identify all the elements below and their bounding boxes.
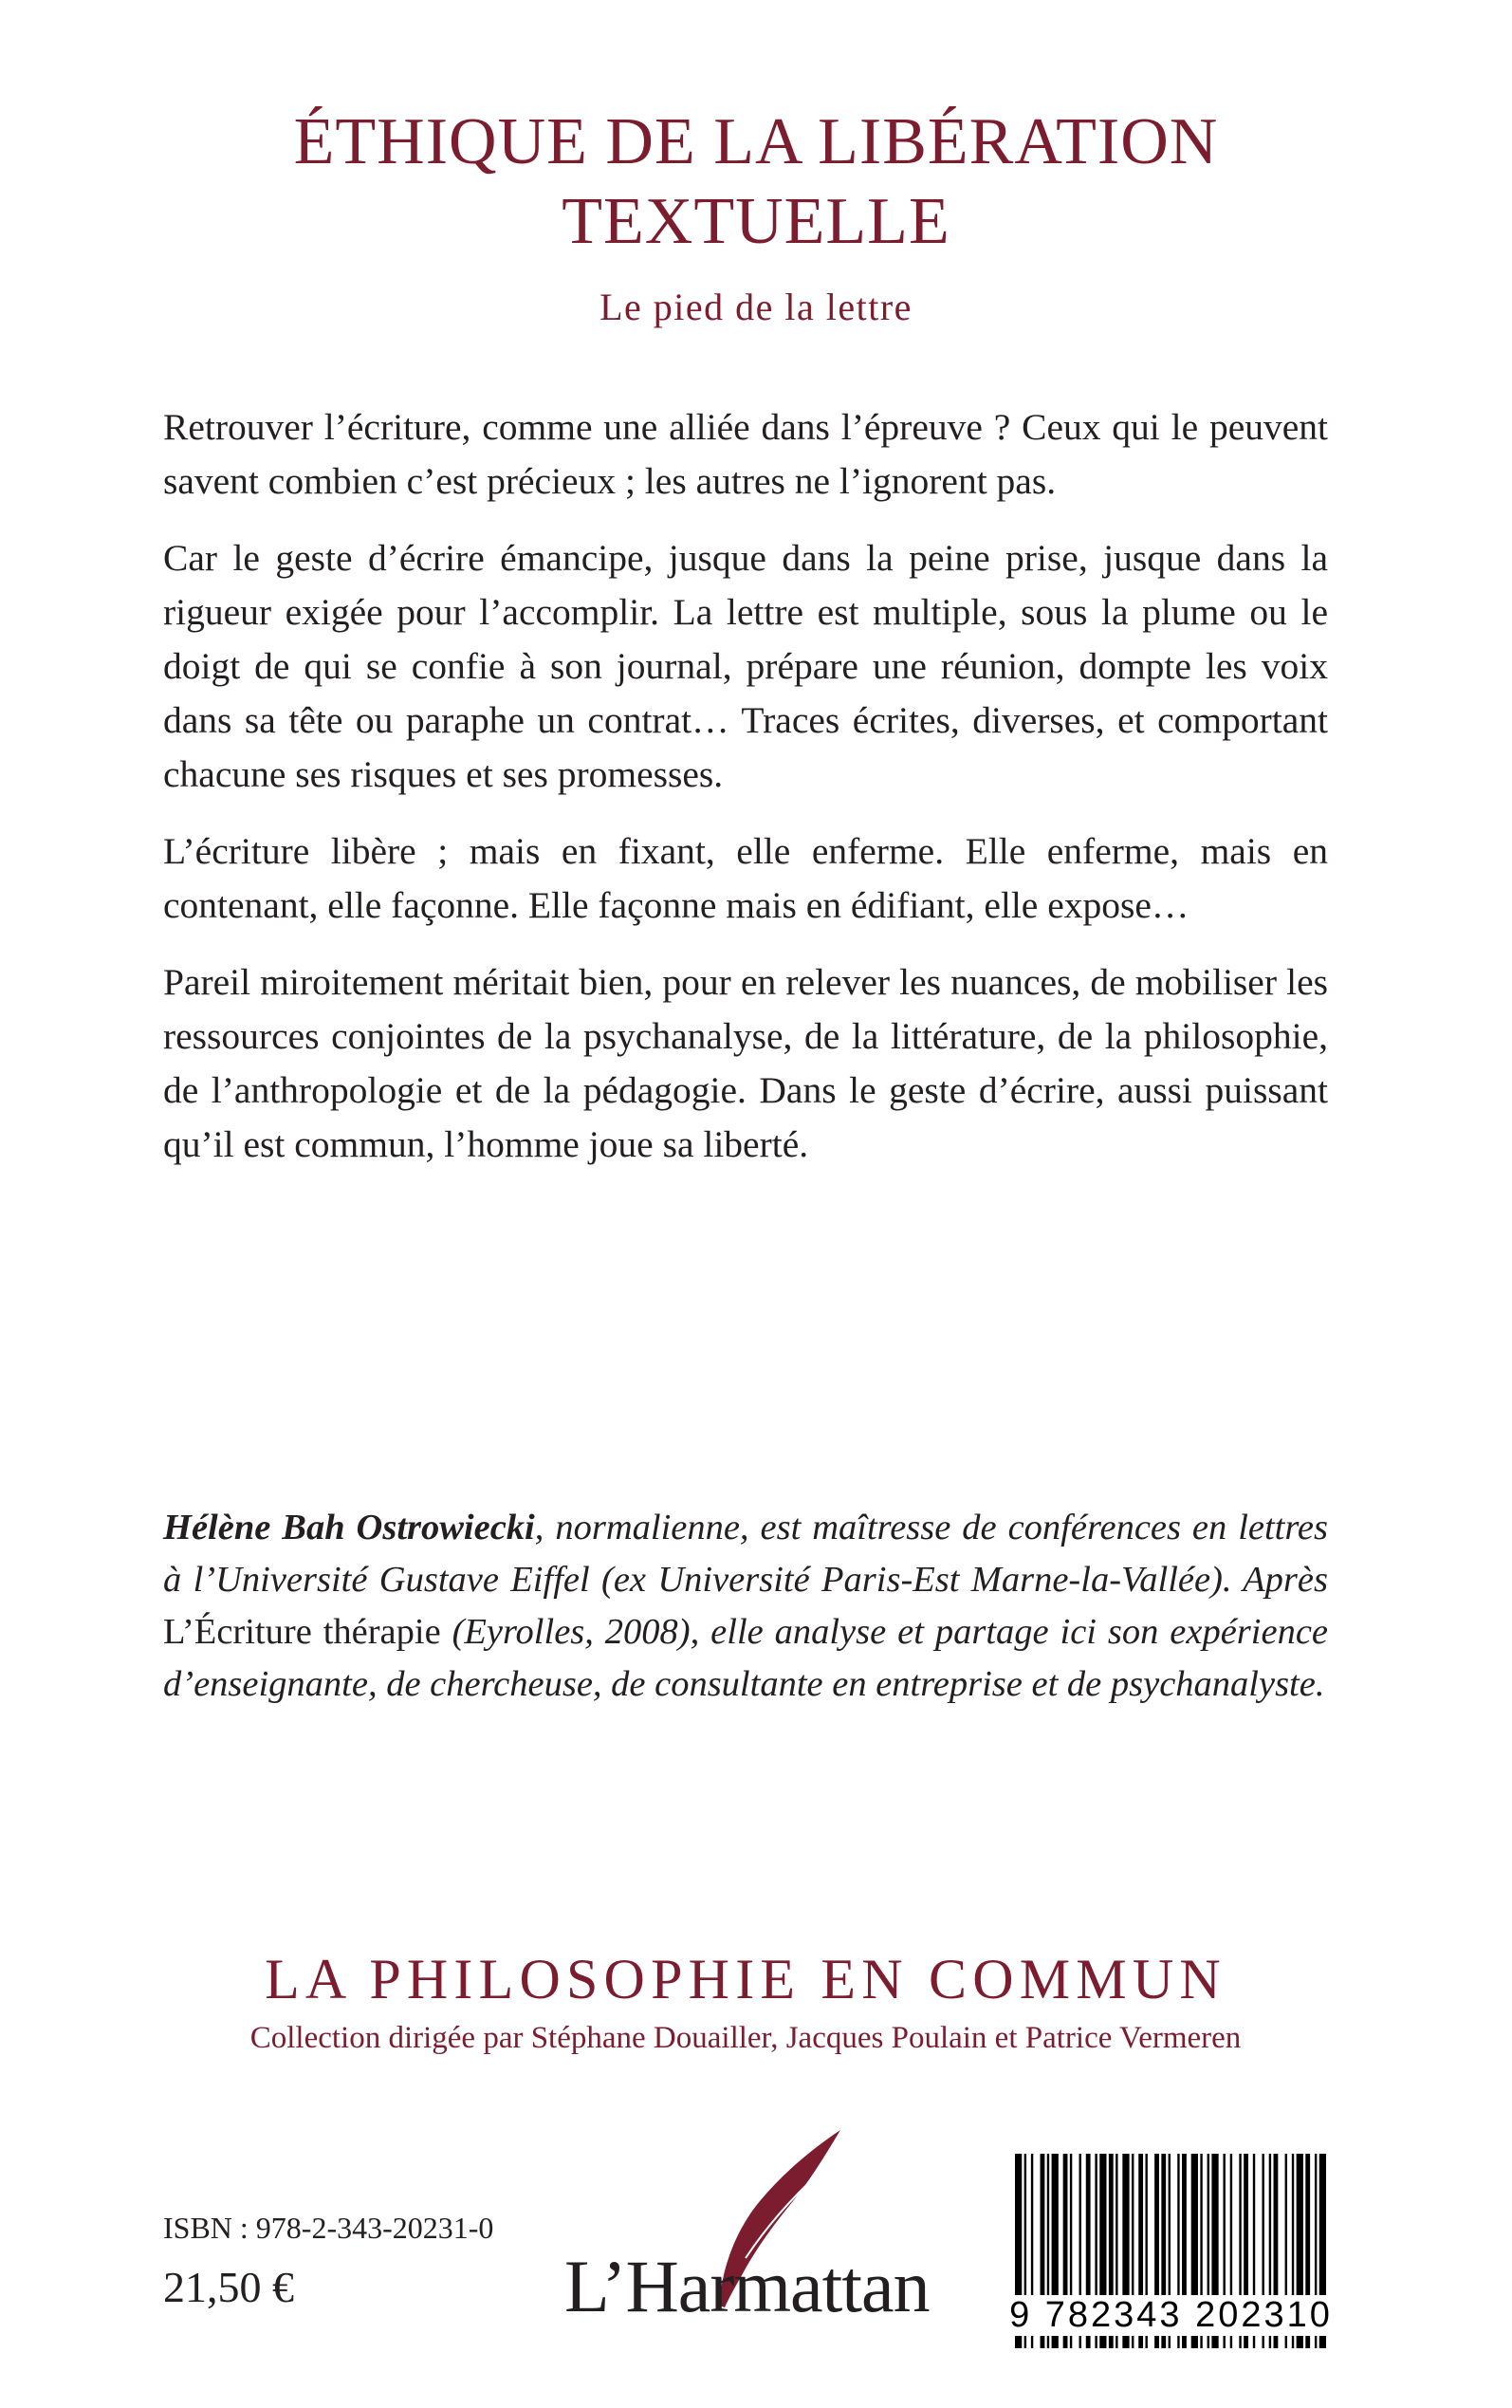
publisher-name: L’Harmattan [564, 2245, 930, 2327]
bio-text-1: , normalienne, est maîtresse de conférences en lettres à l’Université Gustave Eiffel (ex Université Paris-Est Marne-la-Vallée). Après [163, 1508, 1329, 1600]
collection-name: LA PHILOSOPHIE EN COMMUN [265, 1948, 1226, 2010]
author-name: Hélène Bah Ostrowiecki [163, 1508, 535, 1547]
collection-directors: Collection dirigée par Stéphane Douailler, Jacques Poulain et Patrice Vermeren [249, 2021, 1242, 2055]
book-title [0, 102, 1512, 262]
price: 21,50 € [163, 2263, 294, 2311]
isbn: ISBN : 978-2-343-20231-0 [163, 2211, 494, 2245]
blurb [163, 400, 1328, 1195]
blurb-paragraph-1: Retrouver l’écriture, comme une alliée dans l’épreuve ? Ceux qui le peuvent savent combien c’est précieux ; les autres ne l’ignorent pas. [163, 406, 1328, 502]
book-subtitle: Le pied de la lettre [599, 286, 913, 328]
blurb-paragraph-4: Pareil miroitement méritait bien, pour en relever les nuances, de mobiliser les ressources conjointes de la psychanalyse, de la littérature, de la philosophie, de l’anthropologie et de la pédagogie. Dans le geste d’écrire, aussi puissant qu’il est commun, l’homme joue sa liberté. [163, 961, 1328, 1165]
title-line-1: ÉTHIQUE DE LA LIBÉRATION [293, 105, 1219, 178]
author-bio [163, 1502, 1328, 1711]
title-line-2: TEXTUELLE [562, 185, 950, 258]
barcode-digits: 9 782343 202310 [1007, 2295, 1335, 2336]
blurb-paragraph-2: Car le geste d’écrire émancipe, jusque dans la peine prise, jusque dans la rigueur exigée pour l’accomplir. La lettre est multiple, sous la plume ou le doigt de qui se confie à son journal, prépare une réunion, dompte les voix dans sa tête ou paraphe un contrat… Traces écrites, diverses, et comportant chacune ses risques et ses promesses. [163, 537, 1328, 795]
bio-text-2: (Eyrolles, 2008), elle analyse et partage ici son expérience d’enseignante, de chercheuse, de consultante en entreprise et de psychanalyste. [163, 1612, 1328, 1704]
previous-book-title: L’Écriture thérapie [163, 1612, 441, 1652]
blurb-paragraph-3: L’écriture libère ; mais en fixant, elle enferme. Elle enferme, mais en contenant, elle façonne. Elle façonne mais en édifiant, elle expose… [163, 830, 1328, 926]
